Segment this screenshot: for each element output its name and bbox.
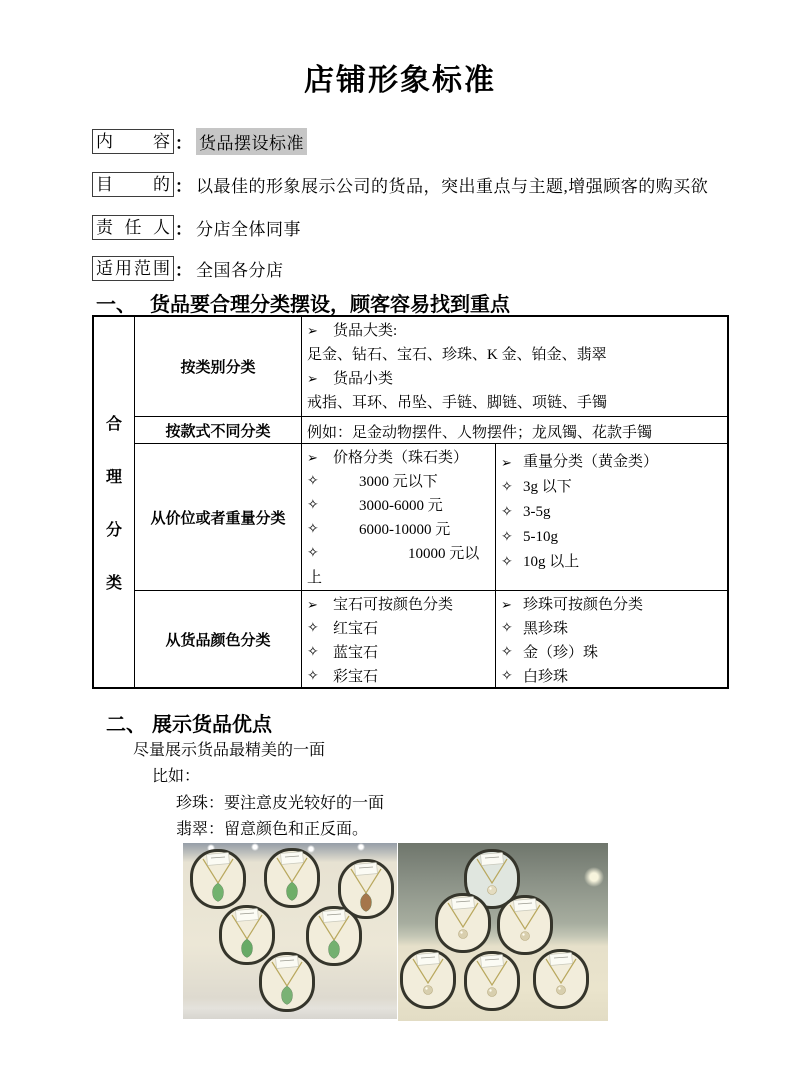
row-header: 从价位或者重量分类: [135, 444, 302, 590]
row-header: 按类别分类: [135, 317, 302, 416]
field-responsible: [92, 214, 301, 240]
field-content: [92, 128, 307, 154]
pendant-illustration: [262, 955, 312, 1009]
pearl-pendant-display-photo: [398, 843, 608, 1021]
section-2-title: 展示货品优点: [152, 714, 272, 736]
diamond-bullet-icon: ✧: [307, 474, 319, 489]
section-2-line: 翡翠：留意颜色和正反面。: [176, 821, 369, 838]
jewelry-display-pad: [400, 949, 456, 1009]
diamond-bullet-icon: ✧: [501, 480, 513, 495]
side-char: 分: [105, 522, 122, 539]
field-colon: ：: [175, 260, 192, 280]
pendant-illustration: [500, 898, 550, 952]
side-char: 类: [105, 575, 122, 592]
diamond-bullet-icon: ✧: [501, 555, 513, 570]
pendant-illustration: [222, 908, 272, 962]
arrow-bullet-icon: ➢: [501, 597, 512, 612]
row-header: 按款式不同分类: [135, 417, 302, 443]
table-line-text: 3g 以下: [523, 479, 572, 495]
arrow-bullet-icon: ➢: [307, 450, 318, 465]
table-row-price-weight: [135, 443, 727, 590]
jewelry-display-pad: [497, 895, 553, 955]
diamond-bullet-icon: ✧: [501, 530, 513, 545]
table-line-text: 货品小类: [333, 371, 394, 387]
classification-table: [92, 315, 729, 689]
section-2-number: 二、: [106, 714, 146, 736]
table-row-category: [135, 317, 727, 416]
price-classification-cell: [302, 444, 496, 590]
side-char: 理: [105, 469, 122, 486]
field-content-label: 内容: [92, 129, 174, 154]
table-row-style: [135, 416, 727, 443]
field-colon: ：: [175, 176, 192, 196]
row-content: [302, 317, 727, 416]
field-scope-value: 全国各分店: [196, 260, 284, 280]
section-2-line: 尽量展示货品最精美的一面: [133, 742, 326, 759]
table-line-text: 彩宝石: [333, 669, 379, 685]
table-row-color: [135, 590, 727, 687]
table-line-text: 上: [307, 570, 323, 586]
diamond-bullet-icon: ✧: [501, 621, 513, 636]
field-colon: ：: [175, 219, 192, 239]
pendant-illustration: [341, 862, 391, 916]
diamond-bullet-icon: ✧: [307, 621, 319, 636]
table-line-text: 3-5g: [523, 504, 551, 520]
pendant-illustration: [193, 852, 243, 906]
page-title: 店铺形象标准: [304, 64, 496, 97]
row-content: [302, 417, 727, 443]
section-1-number: 一、: [96, 294, 136, 316]
diamond-bullet-icon: ✧: [307, 498, 319, 513]
field-purpose-label: 目的: [92, 172, 174, 197]
jewelry-display-pad: [264, 848, 320, 908]
section-1-heading: [96, 288, 510, 317]
table-line-text: 价格分类（珠石类）: [333, 450, 469, 466]
diamond-bullet-icon: ✧: [307, 645, 319, 660]
diamond-bullet-icon: ✧: [501, 669, 513, 684]
table-line-text: 足金、钻石、宝石、珍珠、K 金、铂金、翡翠: [307, 347, 607, 363]
field-purpose: [92, 171, 708, 197]
section-2-line: 比如：: [152, 768, 201, 785]
jewelry-display-pad: [533, 949, 589, 1009]
table-line-text: 货品大类:: [333, 323, 398, 339]
gem-color-cell: [302, 591, 496, 687]
table-line-text: 黑珍珠: [523, 621, 569, 637]
pendant-illustration: [536, 952, 586, 1006]
table-line-text: 红宝石: [333, 621, 379, 637]
arrow-bullet-icon: ➢: [501, 455, 512, 470]
pendant-illustration: [309, 909, 359, 963]
table-line-text: 戒指、耳环、吊坠、手链、脚链、项链、手镯: [307, 395, 608, 411]
table-line-text: 5-10g: [523, 529, 558, 545]
field-purpose-value: 以最佳的形象展示公司的货品，突出重点与主题,增强顾客的购买欲: [196, 176, 709, 196]
table-line-text: 金（珍）珠: [523, 645, 599, 661]
table-side-header: [94, 317, 135, 687]
pendant-illustration: [467, 954, 517, 1008]
diamond-bullet-icon: ✧: [307, 669, 319, 684]
table-line-text: 3000 元以下: [359, 474, 438, 490]
diamond-bullet-icon: ✧: [501, 645, 513, 660]
pendant-illustration: [403, 952, 453, 1006]
table-line-text: 白珍珠: [523, 669, 569, 685]
diamond-bullet-icon: ✧: [307, 522, 319, 537]
arrow-bullet-icon: ➢: [307, 371, 318, 386]
table-line-text: 10000 元以: [408, 546, 480, 562]
field-responsible-value: 分店全体同事: [196, 219, 301, 239]
row-header: 从货品颜色分类: [135, 591, 302, 687]
jewelry-display-pad: [259, 952, 315, 1012]
table-line-text: 6000-10000 元: [359, 522, 451, 538]
side-char: 合: [105, 416, 122, 433]
section-2-heading: [106, 708, 272, 737]
pendant-illustration: [438, 896, 488, 950]
jewelry-display-pad: [464, 951, 520, 1011]
field-scope-label: 适用范围: [92, 256, 174, 281]
jewelry-display-pad: [306, 906, 362, 966]
table-line-text: 重量分类（黄金类）: [523, 454, 659, 470]
section-2-line: 珍珠：要注意皮光较好的一面: [176, 795, 385, 812]
section-1-title: 货品要合理分类摆设，顾客容易找到重点: [150, 294, 510, 316]
pearl-color-cell: [496, 591, 727, 687]
field-content-value: 货品摆设标准: [196, 128, 307, 155]
diamond-bullet-icon: ✧: [307, 546, 319, 561]
jewelry-display-pad: [435, 893, 491, 953]
table-rows: [135, 317, 727, 687]
arrow-bullet-icon: ➢: [307, 597, 318, 612]
diamond-bullet-icon: ✧: [501, 505, 513, 520]
pendant-illustration: [267, 851, 317, 905]
table-line-text: 珍珠可按颜色分类: [523, 597, 644, 613]
weight-classification-cell: [496, 444, 727, 590]
arrow-bullet-icon: ➢: [307, 323, 318, 338]
table-line-text: 3000-6000 元: [359, 498, 443, 514]
table-line-text: 宝石可按颜色分类: [333, 597, 454, 613]
table-line-text: 蓝宝石: [333, 645, 379, 661]
table-line-text: 例如：足金动物摆件、人物摆件；龙凤镯、花款手镯: [307, 424, 653, 441]
field-scope: [92, 255, 284, 281]
field-colon: ：: [175, 133, 192, 153]
field-responsible-label: 责任人: [92, 215, 174, 240]
jewelry-display-pad: [190, 849, 246, 909]
table-line-text: 10g 以上: [523, 554, 580, 570]
jade-pendant-display-photo: [183, 843, 397, 1019]
